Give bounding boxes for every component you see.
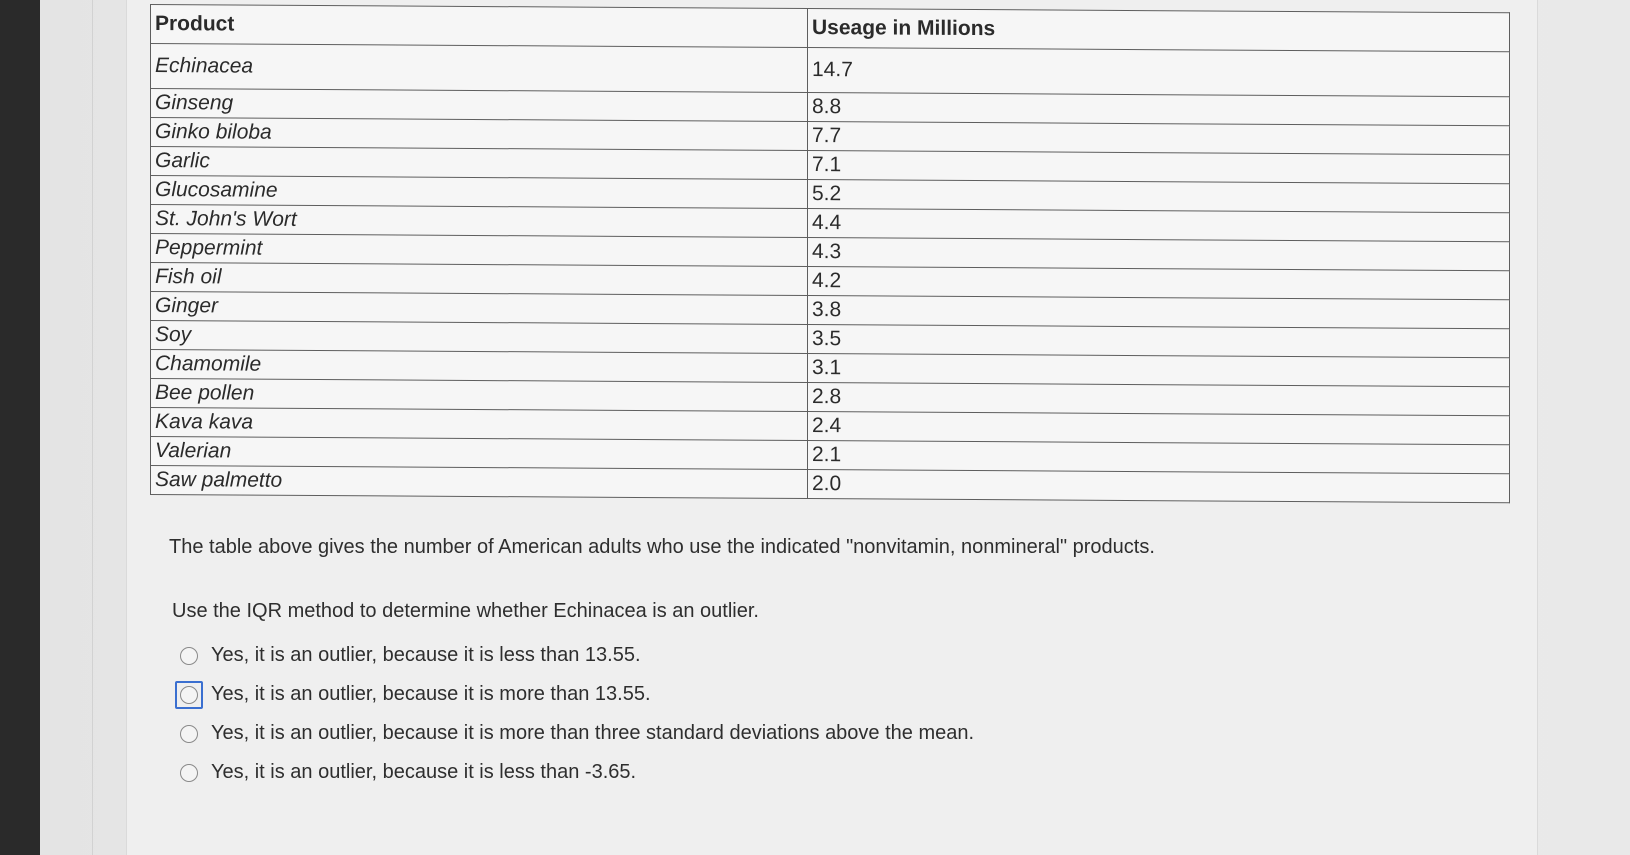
radio-button[interactable] <box>180 725 198 743</box>
panel-edge <box>92 0 93 855</box>
value-cell: 2.8 <box>808 383 1510 416</box>
product-cell: Soy <box>151 321 808 354</box>
radio-wrap <box>175 642 203 670</box>
value-cell: 3.5 <box>808 325 1510 358</box>
option-label: Yes, it is an outlier, because it is more than 13.55. <box>211 683 651 705</box>
value-cell: 8.8 <box>808 93 1510 126</box>
radio-focus-ring <box>175 681 203 709</box>
value-cell: 7.7 <box>808 122 1510 155</box>
radio-button[interactable] <box>180 764 198 782</box>
answer-option-3[interactable] <box>180 714 974 753</box>
product-cell: Ginseng <box>151 89 808 122</box>
header-usage: Useage in Millions <box>808 9 1510 52</box>
product-cell: Kava kava <box>151 408 808 441</box>
value-cell: 4.2 <box>808 267 1510 300</box>
radio-wrap <box>175 720 203 748</box>
usage-table <box>150 4 1510 503</box>
value-cell: 5.2 <box>808 180 1510 213</box>
product-cell: Ginger <box>151 292 808 325</box>
option-label: Yes, it is an outlier, because it is less than 13.55. <box>211 644 641 666</box>
question-prompt: Use the IQR method to determine whether Echinacea is an outlier. <box>172 600 759 622</box>
header-product: Product <box>151 5 808 48</box>
value-cell: 3.8 <box>808 296 1510 329</box>
product-cell: Ginko biloba <box>151 118 808 151</box>
product-cell: Garlic <box>151 147 808 180</box>
product-cell: Peppermint <box>151 234 808 267</box>
product-cell: Saw palmetto <box>151 466 808 499</box>
value-cell: 4.4 <box>808 209 1510 242</box>
option-label: Yes, it is an outlier, because it is less than -3.65. <box>211 761 637 783</box>
answer-option-2[interactable] <box>180 675 974 714</box>
radio-wrap <box>175 759 203 787</box>
radio-button[interactable] <box>180 686 198 704</box>
product-cell: Chamomile <box>151 350 808 383</box>
value-cell: 4.3 <box>808 238 1510 271</box>
value-cell: 2.0 <box>808 470 1510 503</box>
answer-options <box>180 636 974 792</box>
value-cell: 2.1 <box>808 441 1510 474</box>
value-cell: 14.7 <box>808 48 1510 97</box>
option-label: Yes, it is an outlier, because it is more than three standard deviations above the mean. <box>211 722 975 744</box>
answer-option-1[interactable] <box>180 636 974 675</box>
value-cell: 7.1 <box>808 151 1510 184</box>
product-cell: Bee pollen <box>151 379 808 412</box>
answer-option-4[interactable] <box>180 753 974 792</box>
value-cell: 3.1 <box>808 354 1510 387</box>
radio-button[interactable] <box>180 647 198 665</box>
table-description: The table above gives the number of American adults who use the indicated "nonvitamin, nonmineral" products. <box>169 536 1155 558</box>
product-cell: Valerian <box>151 437 808 470</box>
product-cell: Glucosamine <box>151 176 808 209</box>
product-cell: St. John's Wort <box>151 205 808 238</box>
value-cell: 2.4 <box>808 412 1510 445</box>
product-cell: Echinacea <box>151 44 808 93</box>
product-cell: Fish oil <box>151 263 808 296</box>
